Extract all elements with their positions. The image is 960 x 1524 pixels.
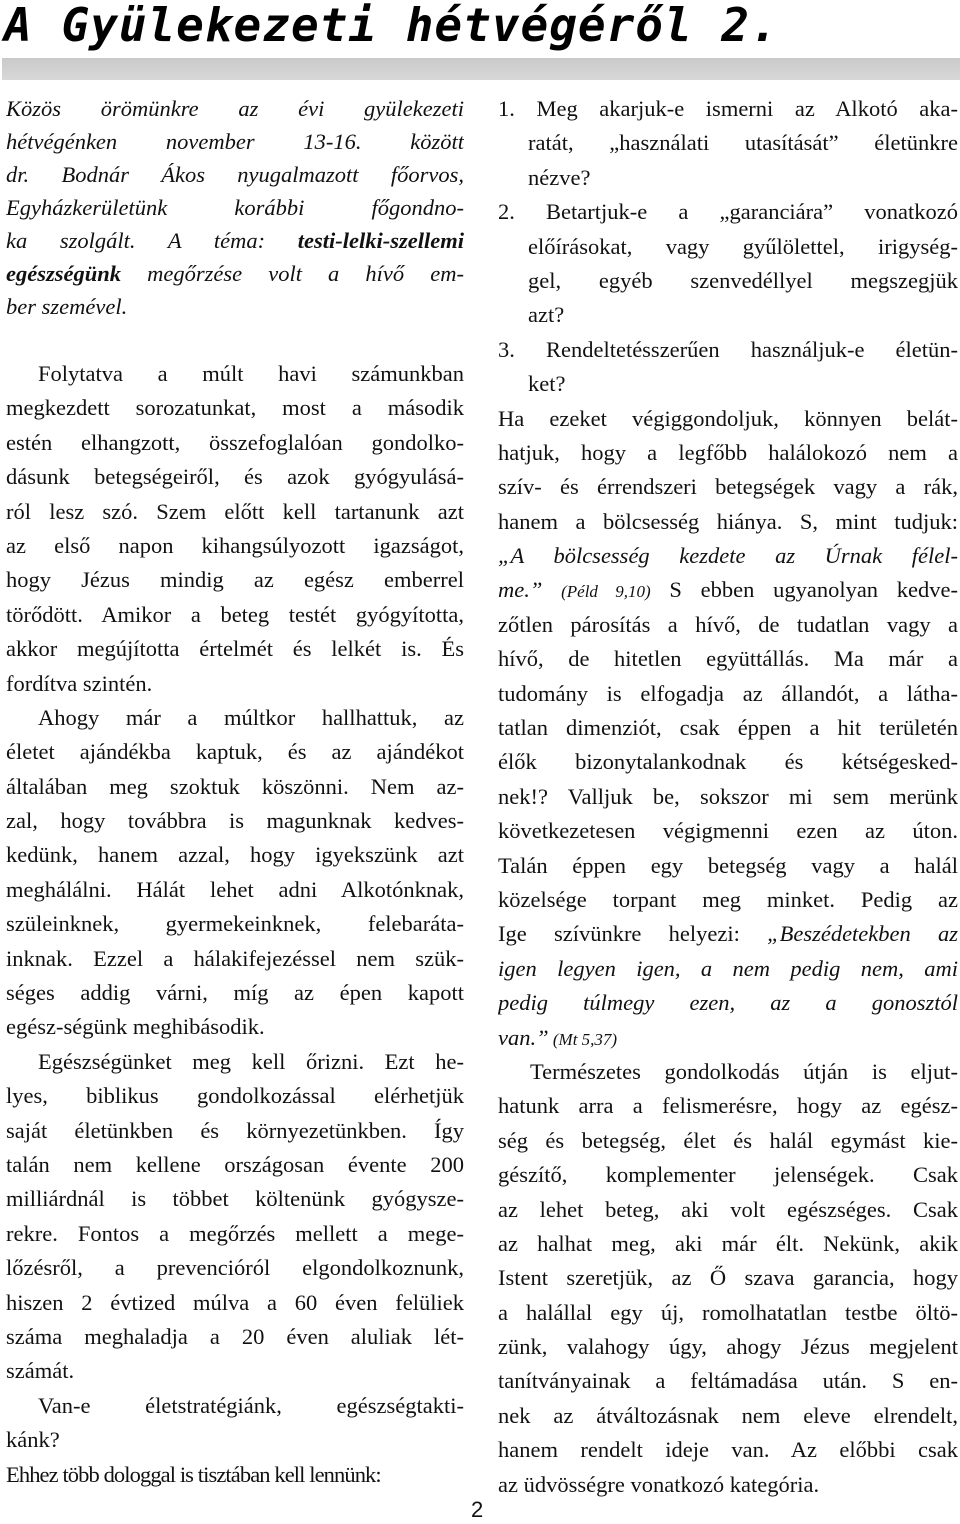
text-line: közelsége torpant meg minket. Pedig az <box>498 886 958 912</box>
text-line: Folytatva a múlt havi számunkban <box>38 361 464 386</box>
text-line: hogy Jézus mindig az egész emberrel <box>6 567 464 593</box>
title-underline-bar <box>2 58 960 80</box>
bible-reference: (Mt 5,37) <box>548 1029 618 1049</box>
text-line: tatlan dimenziót, csak éppen a hit területén <box>498 715 958 741</box>
text-line: Természetes gondolkodás útján is eljut- <box>530 1058 958 1084</box>
text-line: hívő, de hitetlen együttállás. Ma már a <box>498 646 958 672</box>
text-line: hanem a bölcsesség hiánya. S, mint tudjuk: <box>498 508 958 534</box>
text-line: száma meghaladja a 20 éven aluliak lét- <box>6 1323 464 1349</box>
text-line: lyes, biblikus gondolkozással elérhetjük <box>6 1083 464 1109</box>
text-line: tudomány is elfogadja az állandót, a látha- <box>498 680 958 706</box>
text-line: zőtlen párosítás a hívő, de tudatlan vagy a <box>498 611 958 637</box>
text-line: inknak. Ezzel a hálakifejezéssel nem szük- <box>6 945 464 971</box>
text-line: szüleinknek, gyermekeinknek, felebaráta- <box>6 911 464 937</box>
text-line: rekre. Fontos a megőrzés mellett a mege- <box>6 1220 464 1246</box>
bible-quote: „Beszédetekben az <box>767 921 958 947</box>
text-line: Egyházkerületünk korábbi főgondno- <box>6 195 464 220</box>
text-line: azt? <box>528 302 565 328</box>
list-item: 1. Meg akarjuk-e ismerni az Alkotó aka- <box>498 96 958 121</box>
text-line: saját életünkben és környezetünkben. Így <box>6 1117 464 1143</box>
text-line: fordítva szintén. <box>6 670 153 696</box>
text-line: Van-e életstratégiánk, egészségtakti- <box>38 1392 464 1418</box>
text-line: Talán éppen egy betegség vagy a halál <box>498 852 958 878</box>
text-line: meghálálni. Hálát lehet adni Alkotónknak, <box>6 876 464 902</box>
text-line: estén elhangzott, összefoglalóan gondolko- <box>6 429 464 455</box>
text-line: ratát, „használati utasítását” életünkre <box>528 130 958 156</box>
text-line: az üdvösségre vonatkozó kategória. <box>498 1471 820 1497</box>
text-line: szív- és érrendszeri betegségek vagy a rák, <box>498 474 958 500</box>
text-line: kánk? <box>6 1427 60 1453</box>
text-line: nézve? <box>528 164 591 190</box>
text-line: ról lesz szó. Szem előtt kell tartanunk azt <box>6 498 464 524</box>
list-item: 3. Rendeltetésszerűen használjuk-e életün- <box>498 336 958 362</box>
text-line: tanítványainak a feltámadása után. S en- <box>498 1368 958 1394</box>
text-line: dr. Bodnár Ákos nyugalmazott főorvos, <box>6 162 464 187</box>
text-line: számát. <box>6 1358 75 1384</box>
bible-quote: me.” <box>498 577 543 603</box>
text-line: ber szemével. <box>6 294 128 319</box>
text-line: zal, hogy továbbra is magunknak kedves- <box>6 808 464 834</box>
text-line: következetesen végigmenni ezen az úton. <box>498 818 958 844</box>
text-line: nek az átváltozásnak nem eleve elrendelt, <box>498 1402 958 1428</box>
page-number: 2 <box>471 1497 484 1522</box>
text-line <box>498 1021 958 1055</box>
text-line: lőzésről, a prevencióról elgondolkoznunk, <box>6 1255 464 1281</box>
text-line: Közös örömünkre az évi gyülekezeti <box>6 96 464 121</box>
text-line: nek!? Valljuk be, sokszor mi sem merünk <box>498 783 958 809</box>
text-line: hanem rendelt ideje van. Az előbbi csak <box>498 1437 958 1463</box>
text-line: gészítő, komplementer jelenségek. Csak <box>498 1162 958 1188</box>
body-text <box>6 357 464 1492</box>
text-line: Istent szeretjük, az Ő szava garancia, hogy <box>498 1265 958 1291</box>
text-line: Ehhez több dologgal is tisztában kell lennünk: <box>6 1461 381 1487</box>
text-line: milliárdnál is többet költenünk gyógysze- <box>6 1186 464 1212</box>
text-line: Ha ezeket végiggondoljuk, könnyen belát- <box>498 405 958 431</box>
bible-quote: igen legyen igen, a nem pedig nem, ami <box>498 955 958 981</box>
text-line: Ahogy már a múltkor hallhattuk, az <box>38 704 464 730</box>
list-item: 2. Betartjuk-e a „garanciára” vonatkozó <box>498 199 958 225</box>
text-line: az első napon kihangsúlyozott igazságot, <box>6 532 464 558</box>
text-line: ket? <box>528 371 566 397</box>
left-column <box>6 92 464 1492</box>
right-column <box>498 92 958 1502</box>
bible-quote: van.” <box>498 1024 549 1050</box>
text-line: me.” (Péld 9,10) S ebben ugyanolyan kedve- <box>498 577 958 603</box>
text-line: általában meg szoktuk köszönni. Nem az- <box>6 773 464 799</box>
text-line: a halállal egy új, romolhatatlan testbe öltö- <box>498 1299 958 1325</box>
text-line: egész-ségünk meghibásodik. <box>6 1014 265 1040</box>
text-line: egészségünk megőrzése volt a hívő em- <box>6 261 464 286</box>
text-line: az halhat meg, aki már élt. Nekünk, akik <box>498 1230 958 1256</box>
text-line: életet ajándékba kaptuk, és az ajándékot <box>6 739 464 765</box>
text-line: gel, egyéb szenvedéllyel megszegjük <box>528 267 958 293</box>
text-line: zünk, valahogy úgy, ahogy Jézus megjelent <box>498 1334 958 1360</box>
text-line: élők bizonytalankodnak és kétségesked- <box>498 749 958 775</box>
text-line: talán nem kellene országosan évente 200 <box>6 1151 464 1177</box>
bible-reference: (Péld 9,10) <box>561 582 651 602</box>
text-line: Egészségünket meg kell őrizni. Ezt he- <box>38 1048 464 1074</box>
text-line: előírásokat, vagy gyűlölettel, irigység- <box>528 233 958 259</box>
text-line: megkezdett sorozatunkat, most a második <box>6 395 464 421</box>
text-line: Ige szívünkre helyezi: „Beszédetekben az <box>498 921 958 947</box>
text-line: törődött. Amikor a beteg testét gyógyította, <box>6 601 464 627</box>
bible-quote: pedig túlmegy ezen, az a gonosztól <box>498 990 958 1016</box>
topic-highlight: testi-lelki-szellemi <box>297 228 464 253</box>
text-line: hatjuk, hogy a legfőbb halálokozó nem a <box>498 439 958 465</box>
text-line: az lehet beteg, aki volt egészséges. Csak <box>498 1196 958 1222</box>
text-line: dásunk betegségeiről, és azok gyógyulásá- <box>6 464 464 490</box>
text-line: hatunk arra a felismerésre, hogy az egész- <box>498 1093 958 1119</box>
article-title: A Gyülekezeti hétvégéről 2. <box>4 0 779 52</box>
bible-quote: „A bölcsesség kezdete az Úrnak félel- <box>498 543 958 569</box>
text-line: hiszen 2 évtized múlva a 60 éven felüliek <box>6 1289 464 1315</box>
text-line: hétvégénken november 13-16. között <box>6 129 464 154</box>
text-line: séges addig várni, míg az épen kapott <box>6 980 464 1006</box>
text-line: ség és betegség, élet és halál egymást kie- <box>498 1127 958 1153</box>
text-line: ka szolgált. A téma: testi-lelki-szellemi <box>6 228 464 253</box>
topic-highlight: egészségünk <box>6 261 122 286</box>
text-line: akkor megújította értelmét és lelkét is. És <box>6 636 464 662</box>
intro-paragraph <box>6 92 464 323</box>
text-line: kedünk, hanem azzal, hogy igyekszünk azt <box>6 842 464 868</box>
